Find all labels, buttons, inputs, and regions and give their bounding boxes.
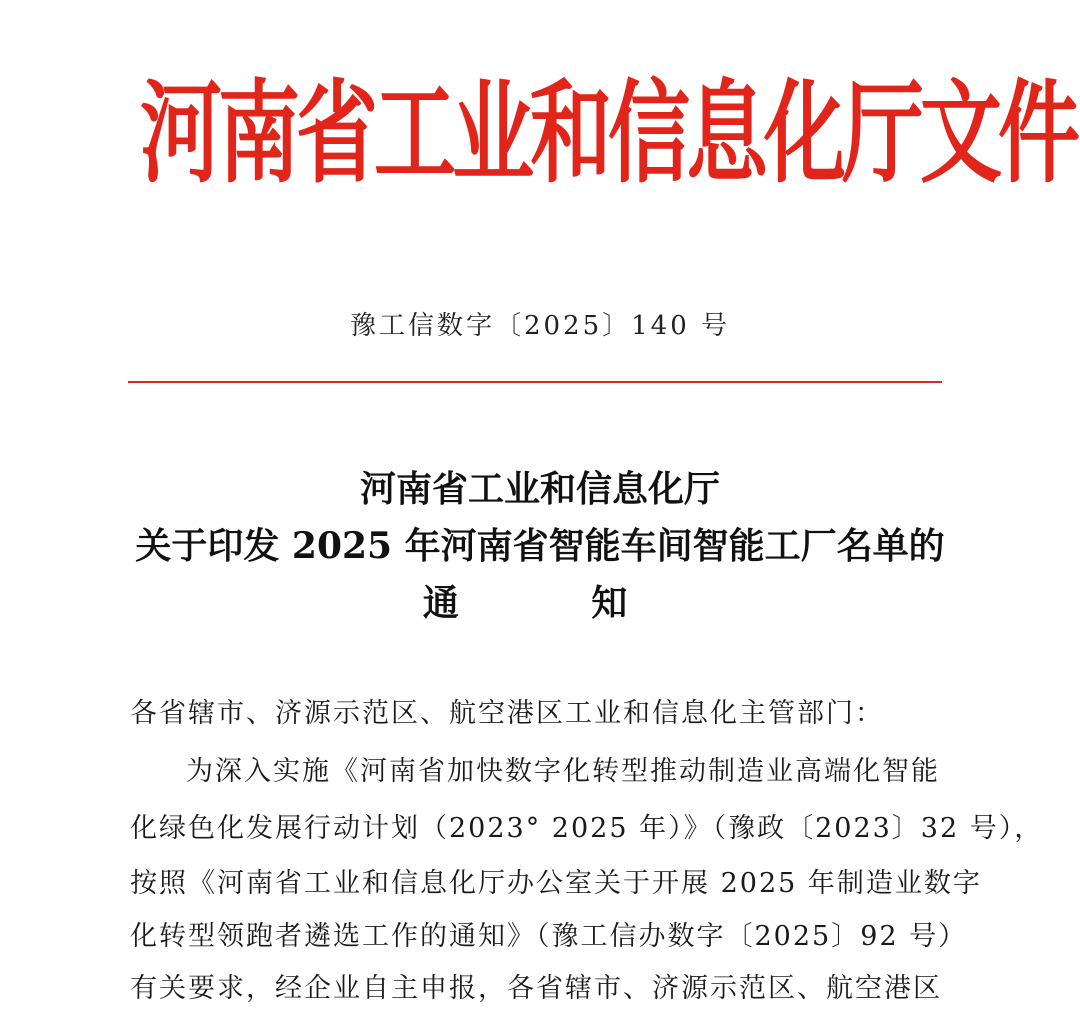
document-number: 豫工信数字〔2025〕140 号 [349,311,731,341]
recipients-line: 各省辖市、济源示范区、航空港区工业和信息化主管部门： [130,698,884,729]
masthead-title: 河南省工业和信息化厅文件 [140,70,1077,199]
body-paragraph-line: 有关要求，经企业自主申报，各省辖市、济源示范区、航空港区 [130,973,942,1004]
notice-title-line-2: 关于印发 2025 年河南省智能车间智能工厂名单的 [135,525,945,567]
body-paragraph-line: 化绿色化发展行动计划（2023° 2025 年）》（豫政〔2023〕32 号）， [130,813,1044,844]
body-paragraph-line: 为深入实施《河南省加快数字化转型推动制造业高端化智能 [186,756,940,787]
body-paragraph-line: 化转型领跑者遴选工作的通知》（豫工信办数字〔2025〕92 号） [130,921,968,952]
red-divider-line [128,381,942,383]
notice-title-line-3: 通 知 [422,582,688,624]
notice-title-line-1: 河南省工业和信息化厅 [359,468,720,510]
body-paragraph-line: 按照《河南省工业和信息化厅办公室关于开展 2025 年制造业数字 [130,868,982,899]
